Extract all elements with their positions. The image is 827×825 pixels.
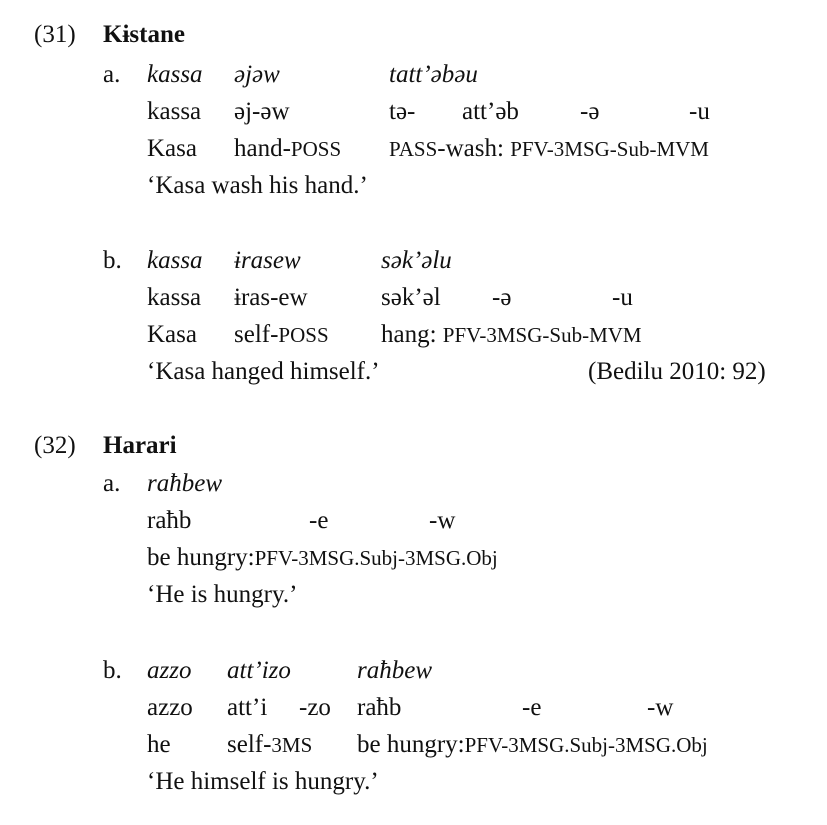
gloss: he <box>147 731 171 758</box>
orthographic-word: kassa <box>147 247 203 274</box>
gloss: Kasa <box>147 321 197 348</box>
orthographic-word: raħbew <box>357 657 432 684</box>
free-translation: ‘Kasa hanged himself.’ <box>147 358 380 385</box>
morpheme: -ə <box>492 284 512 311</box>
morpheme: azzo <box>147 694 193 721</box>
morpheme: raħb <box>147 507 192 534</box>
sub-example-letter-32b: b. <box>103 657 122 684</box>
morpheme: ɨras-ew <box>234 284 308 311</box>
orthographic-word: azzo <box>147 657 192 684</box>
morpheme: -zo <box>299 694 331 721</box>
orthographic-word: tatt’əbəu <box>389 61 478 88</box>
gloss: hang: PFV-3MSG-Sub-MVM <box>381 321 642 348</box>
morpheme: sək’əl <box>381 284 441 311</box>
sub-example-letter-32a: a. <box>103 470 121 497</box>
sub-example-letter-31a: a. <box>103 61 121 88</box>
orthographic-word: əjəw <box>234 61 280 88</box>
language-title-harari: Harari <box>103 432 177 459</box>
orthographic-word: kassa <box>147 61 203 88</box>
gloss: Kasa <box>147 135 197 162</box>
morpheme: raħb <box>357 694 402 721</box>
example-number-31: (31) <box>34 21 76 48</box>
orthographic-word: sək’əlu <box>381 247 452 274</box>
morpheme: -w <box>647 694 674 721</box>
morpheme: -e <box>522 694 542 721</box>
gloss: be hungry:PFV-3MSG.Subj-3MSG.Obj <box>357 731 708 758</box>
example-number-32: (32) <box>34 432 76 459</box>
gloss: self-3MS <box>227 731 313 758</box>
morpheme: -u <box>612 284 633 311</box>
language-title-kistane: Kɨstane <box>103 21 185 48</box>
gloss: be hungry:PFV-3MSG.Subj-3MSG.Obj <box>147 544 498 571</box>
morpheme: əj-əw <box>234 98 290 125</box>
free-translation: ‘Kasa wash his hand.’ <box>147 172 368 199</box>
morpheme: tə- <box>389 98 416 125</box>
orthographic-word: raħbew <box>147 470 222 497</box>
morpheme: att’i <box>227 694 268 721</box>
morpheme: -u <box>689 98 710 125</box>
sub-example-letter-31b: b. <box>103 247 122 274</box>
morpheme: att’əb <box>462 98 519 125</box>
citation-source: (Bedilu 2010: 92) <box>588 358 766 385</box>
orthographic-word: ɨrasew <box>234 247 301 274</box>
free-translation: ‘He himself is hungry.’ <box>147 768 379 795</box>
gloss: self-POSS <box>234 321 329 348</box>
gloss: hand-POSS <box>234 135 342 162</box>
gloss: PASS-wash: PFV-3MSG-Sub-MVM <box>389 135 709 162</box>
morpheme: -ə <box>580 98 600 125</box>
morpheme: kassa <box>147 284 202 311</box>
orthographic-word: att’izo <box>227 657 291 684</box>
free-translation: ‘He is hungry.’ <box>147 581 298 608</box>
morpheme: kassa <box>147 98 202 125</box>
morpheme: -w <box>429 507 456 534</box>
morpheme: -e <box>309 507 329 534</box>
